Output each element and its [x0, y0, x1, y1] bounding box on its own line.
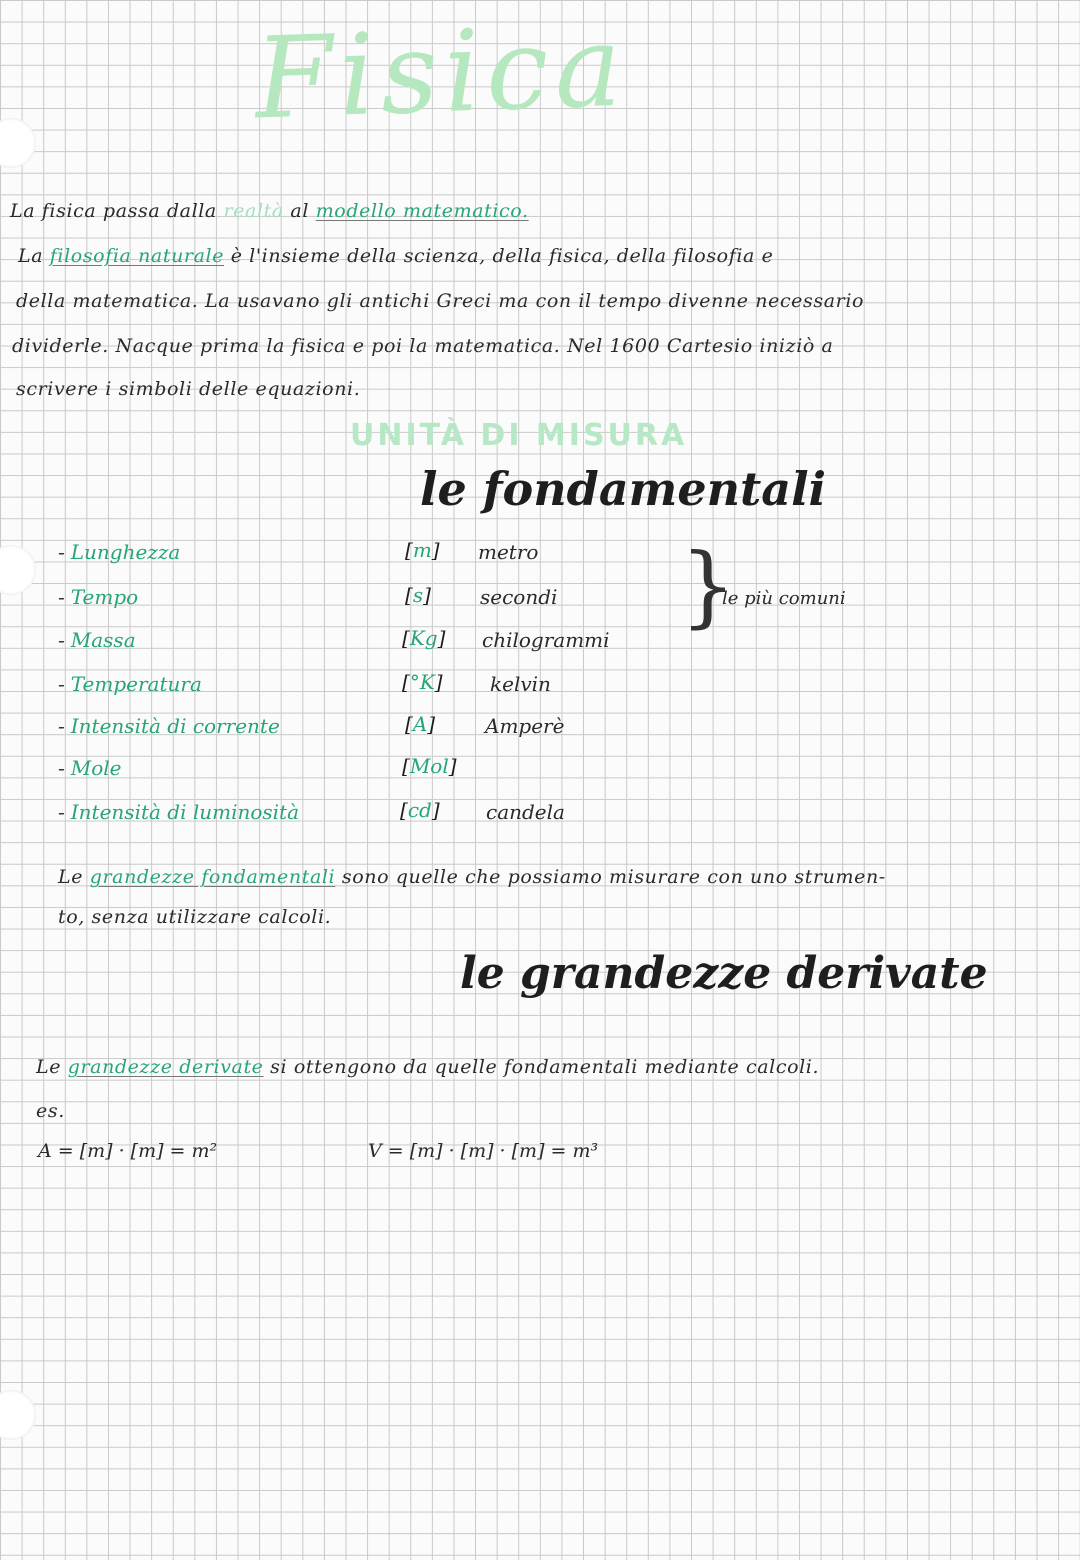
example-label: es.: [36, 1100, 65, 1122]
list-item-symbol: [Kg]: [402, 626, 446, 650]
list-item-symbol: [Mol]: [402, 754, 457, 778]
formula-volume: V = [m] · [m] · [m] = m³: [368, 1140, 599, 1162]
intro-line-2-b: filosofia naturale: [49, 245, 225, 267]
list-item-unit: secondi: [480, 585, 558, 609]
list-item-unit: candela: [486, 800, 565, 824]
intro-line-1: [10, 200, 529, 222]
list-item-unit: metro: [478, 540, 539, 564]
fundamentals-definition-line-1: [58, 866, 886, 888]
list-item-quantity: - Massa: [58, 628, 136, 652]
brace-note: le più comuni: [722, 588, 846, 609]
list-item-quantity: - Temperatura: [58, 672, 202, 696]
intro-line-3: della matematica. La usavano gli antichi Greci ma con il tempo divenne necessario: [16, 290, 865, 312]
fundamentals-heading: le fondamentali: [420, 462, 827, 516]
section-label: UNITÀ DI MISURA: [350, 418, 688, 453]
intro-line-4: dividerle. Nacque prima la fisica e poi la matematica. Nel 1600 Cartesio iniziò a: [12, 335, 834, 357]
intro-line-1-c: al: [283, 200, 316, 222]
curly-brace: }: [680, 534, 736, 637]
binder-hole-middle: [0, 545, 36, 595]
list-item-quantity: - Tempo: [58, 585, 139, 609]
page-title: Fisica: [252, 1, 630, 145]
def-c: sono quelle che possiamo misurare con uno strumen-: [335, 866, 886, 888]
list-item-quantity: - Lunghezza: [58, 540, 181, 564]
list-item-symbol: [s]: [405, 583, 431, 607]
intro-line-1-d: modello matematico.: [315, 200, 529, 222]
formula-area: A = [m] · [m] = m²: [38, 1140, 218, 1162]
intro-line-1-a: La fisica passa dalla: [10, 200, 224, 222]
binder-hole-top: [0, 118, 36, 168]
list-item-quantity: - Mole: [58, 756, 122, 780]
der-c: si ottengono da quelle fondamentali mediante calcoli.: [263, 1056, 820, 1078]
list-item-symbol: [A]: [405, 712, 436, 736]
intro-line-2: [18, 245, 773, 267]
derived-heading: le grandezze derivate: [460, 948, 988, 999]
list-item-symbol: [m]: [405, 538, 440, 562]
derived-definition: [36, 1056, 819, 1078]
der-b: grandezze derivate: [67, 1056, 264, 1078]
intro-line-1-b: realtà: [223, 200, 284, 222]
list-item-unit: chilogrammi: [482, 628, 610, 652]
list-item-symbol: [cd]: [400, 798, 440, 822]
der-a: Le: [36, 1056, 68, 1078]
intro-line-2-c: è l'insieme della scienza, della fisica, della filosofia e: [224, 245, 774, 267]
fundamentals-definition-line-2: to, senza utilizzare calcoli.: [58, 906, 332, 928]
def-b: grandezze fondamentali: [89, 866, 336, 888]
list-item-unit: Amperè: [485, 714, 565, 738]
list-item-quantity: - Intensità di corrente: [58, 714, 280, 738]
def-a: Le: [58, 866, 90, 888]
intro-line-2-a: La: [18, 245, 50, 267]
list-item-symbol: [°K]: [402, 670, 443, 694]
binder-hole-bottom: [0, 1390, 36, 1440]
list-item-unit: kelvin: [490, 672, 551, 696]
intro-line-5: scrivere i simboli delle equazioni.: [16, 378, 361, 400]
list-item-quantity: - Intensità di luminosità: [58, 800, 300, 824]
